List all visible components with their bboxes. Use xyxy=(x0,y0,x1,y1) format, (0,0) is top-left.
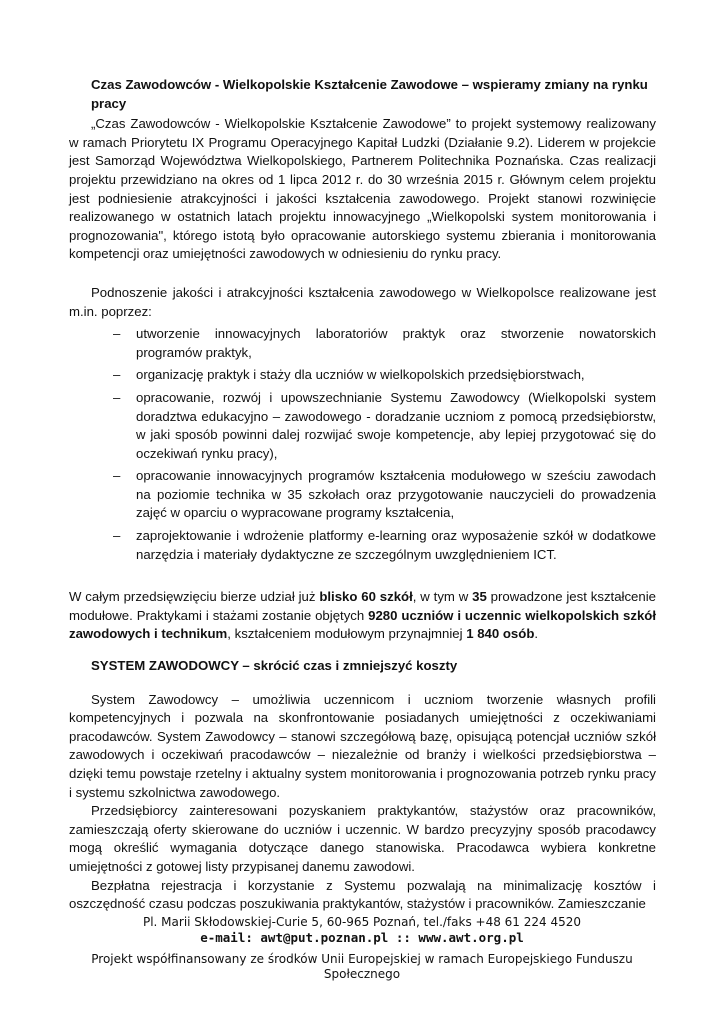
list-item: – utworzenie innowacyjnych laboratoriów praktyk oraz stworzenie nowatorskich programów praktyk, xyxy=(136,325,656,362)
section-title-czas-zawodowcow: Czas Zawodowców - Wielkopolskie Kształcenie Zawodowe – wspieramy zmiany na rynku pracy xyxy=(91,77,648,111)
footer-contact: e-mail: awt@put.poznan.pl :: www.awt.org.pl xyxy=(200,930,524,945)
list-item: – opracowanie, rozwój i upowszechnianie Systemu Zawodowcy (Wielkopolski system doradztwa edukacyjno – zawodowego - doradzanie uczniom z pomocą przedsiębiorstw, w jaki sposób powinni dalej rozwijać swoje kompetencje, aby lepiej przygotować się do oczekiwań rynku pracy), xyxy=(136,389,656,463)
quality-paragraph: Podnoszenie jakości i atrakcyjności kształcenia zawodowego w Wielkopolsce realizowane jest m.in. poprzez: xyxy=(69,284,656,319)
list-item: – zaprojektowanie i wdrożenie platformy e-learning oraz wyposażenie szkół w dodatkowe narzędzia i materiały dydaktyczne ze szczególnym uwzględnieniem ICT. xyxy=(136,527,656,564)
highlight-schools: blisko 60 szkół xyxy=(319,589,413,605)
highlight-students: 9280 uczniów i uczennic wielkopolskich szkół zawodowych i technikum xyxy=(69,607,656,642)
activities-list xyxy=(69,325,656,564)
employers-paragraph: Przedsiębiorcy zainteresowani pozyskaniem praktykantów, stażystów oraz pracowników, zamieszczają oferty skierowane do uczniów i uczennic. W bardzo precyzyjny sposób pracodawcy mogą określić wymagania dotyczące danego stanowiska. Pracodawca wybiera konkretne umiejętności z gotowej listy przypisanej danemu zawodowi. xyxy=(69,803,656,874)
list-item: – opracowanie innowacyjnych programów kształcenia modułowego w sześciu zawodach na poziomie technika w 35 szkołach oraz przygotowanie nauczycieli do prowadzenia zajęć w oparciu o wypracowane programy kształcenia, xyxy=(136,467,656,523)
registration-paragraph: Bezpłatna rejestracja i korzystanie z Systemu pozwalają na minimalizację kosztów i oszczędność czasu podczas poszukiwania praktykantów, stażystów i pracowników. Zamieszczanie xyxy=(69,877,656,912)
footer-funding: Projekt współfinansowany ze środków Unii Europejskiej w ramach Europejskiego Funduszu Społecznego xyxy=(91,952,633,981)
summary-paragraph: W całym przedsięwzięciu bierze udział już blisko 60 szkół, w tym w 35 prowadzone jest kształcenie modułowe. Praktykami i stażami zostanie objętych 9280 uczniów i uczennic wielkopolskich szkół zawodowych i technikum, kształceniem modułowym przynajmniej 1 840 osób. xyxy=(69,589,656,642)
system-paragraph: System Zawodowcy – umożliwia uczennicom i uczniom tworzenie własnych profili kompetencyjnych i pozwala na skonfrontowanie posiadanych umiejętności z oczekiwaniami pracodawców. System Zawodowcy – stanowi szczegółową bazę, opisującą potencjał uczniów szkół zawodowych i oczekiwań pracodawców – niezależnie od branży i wielkości przedsiębiorstwa – dzięki temu powstaje rzetelny i aktualny system monitorowania i prognozowania potrzeb rynku pracy i systemu szkolnictwa zawodowego. xyxy=(69,691,656,800)
document-body xyxy=(69,76,656,914)
footer-address: Pl. Marii Skłodowskiej-Curie 5, 60-965 Poznań, tel./faks +48 61 224 4520 xyxy=(142,915,582,929)
highlight-persons: 1 840 osób xyxy=(466,626,535,642)
section-title-system-zawodowcy: SYSTEM ZAWODOWCY – skrócić czas i zmniejszyć koszty xyxy=(91,658,458,674)
intro-paragraph: „Czas Zawodowców - Wielkopolskie Kształcenie Zawodowe” to projekt systemowy realizowany w ramach Priorytetu IX Programu Operacyjnego Kapitał Ludzki (Działanie 9.2). Liderem w projekcie jest Samorząd Województwa Wielkopolskiego, Partnerem Politechnika Poznańska. Czas realizacji projektu przewidziano na okres od 1 lipca 2012 r. do 30 września 2015 r. Głównym celem projektu jest podniesienie atrakcyjności i jakości kształcenia zawodowego. Projekt stanowi rozwinięcie realizowanego w ostatnich latach projektu innowacyjnego „Wielkopolski system monitorowania i prognozowania", którego istotą było opracowanie autorskiego systemu zbierania i monitorowania kompetencji oraz umiejętności zawodowych w odniesieniu do rynku pracy. xyxy=(69,116,656,262)
list-item: – organizację praktyk i staży dla uczniów w wielkopolskich przedsiębiorstwach, xyxy=(136,366,656,385)
highlight-modular-schools: 35 xyxy=(472,589,487,605)
